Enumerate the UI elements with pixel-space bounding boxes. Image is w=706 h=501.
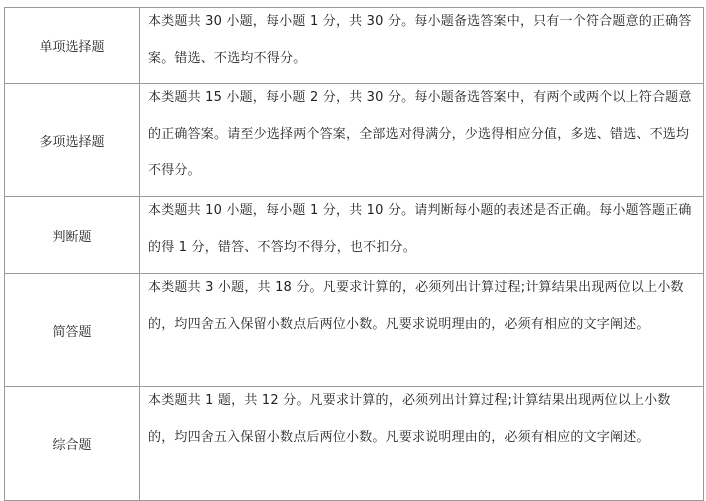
description-text: 本类题共 30 小题，每小题 1 分，共 30 分。每小题备选答案中，只有一个符合题意的正确答案。错选、不选均不得分。 — [148, 14, 692, 66]
description-text: 本类题共 1 题，共 12 分。凡要求计算的，必须列出计算过程;计算结果出现两位以上小数的，均四舍五入保留小数点后两位小数。凡要求说明理由的，必须有相应的文字阐述。 — [148, 393, 671, 445]
description-cell — [140, 274, 704, 387]
description-cell — [140, 84, 704, 197]
table-row — [5, 387, 704, 501]
table-row — [5, 274, 704, 387]
table-row — [5, 8, 704, 84]
question-type-cell: 单项选择题 — [5, 8, 140, 84]
description-text: 本类题共 15 小题，每小题 2 分，共 30 分。每小题备选答案中，有两个或两个以上符合题意的正确答案。请至少选择两个答案，全部选对得满分，少选得相应分值，多选、错选、不选均不得分。 — [148, 90, 692, 179]
table-row — [5, 84, 704, 197]
description-cell — [140, 197, 704, 274]
question-type-cell: 简答题 — [5, 274, 140, 387]
table-row — [5, 197, 704, 274]
description-text: 本类题共 10 小题，每小题 1 分，共 10 分。请判断每小题的表述是否正确。每小题答题正确的得 1 分，错答、不答均不得分，也不扣分。 — [148, 203, 692, 255]
question-type-cell: 判断题 — [5, 197, 140, 274]
description-text: 本类题共 3 小题，共 18 分。凡要求计算的，必须列出计算过程;计算结果出现两位以上小数的，均四舍五入保留小数点后两位小数。凡要求说明理由的，必须有相应的文字阐述。 — [148, 280, 684, 332]
description-cell — [140, 8, 704, 84]
exam-rules-table — [4, 7, 704, 501]
description-cell — [140, 387, 704, 501]
question-type-cell: 多项选择题 — [5, 84, 140, 197]
question-type-cell: 综合题 — [5, 387, 140, 501]
